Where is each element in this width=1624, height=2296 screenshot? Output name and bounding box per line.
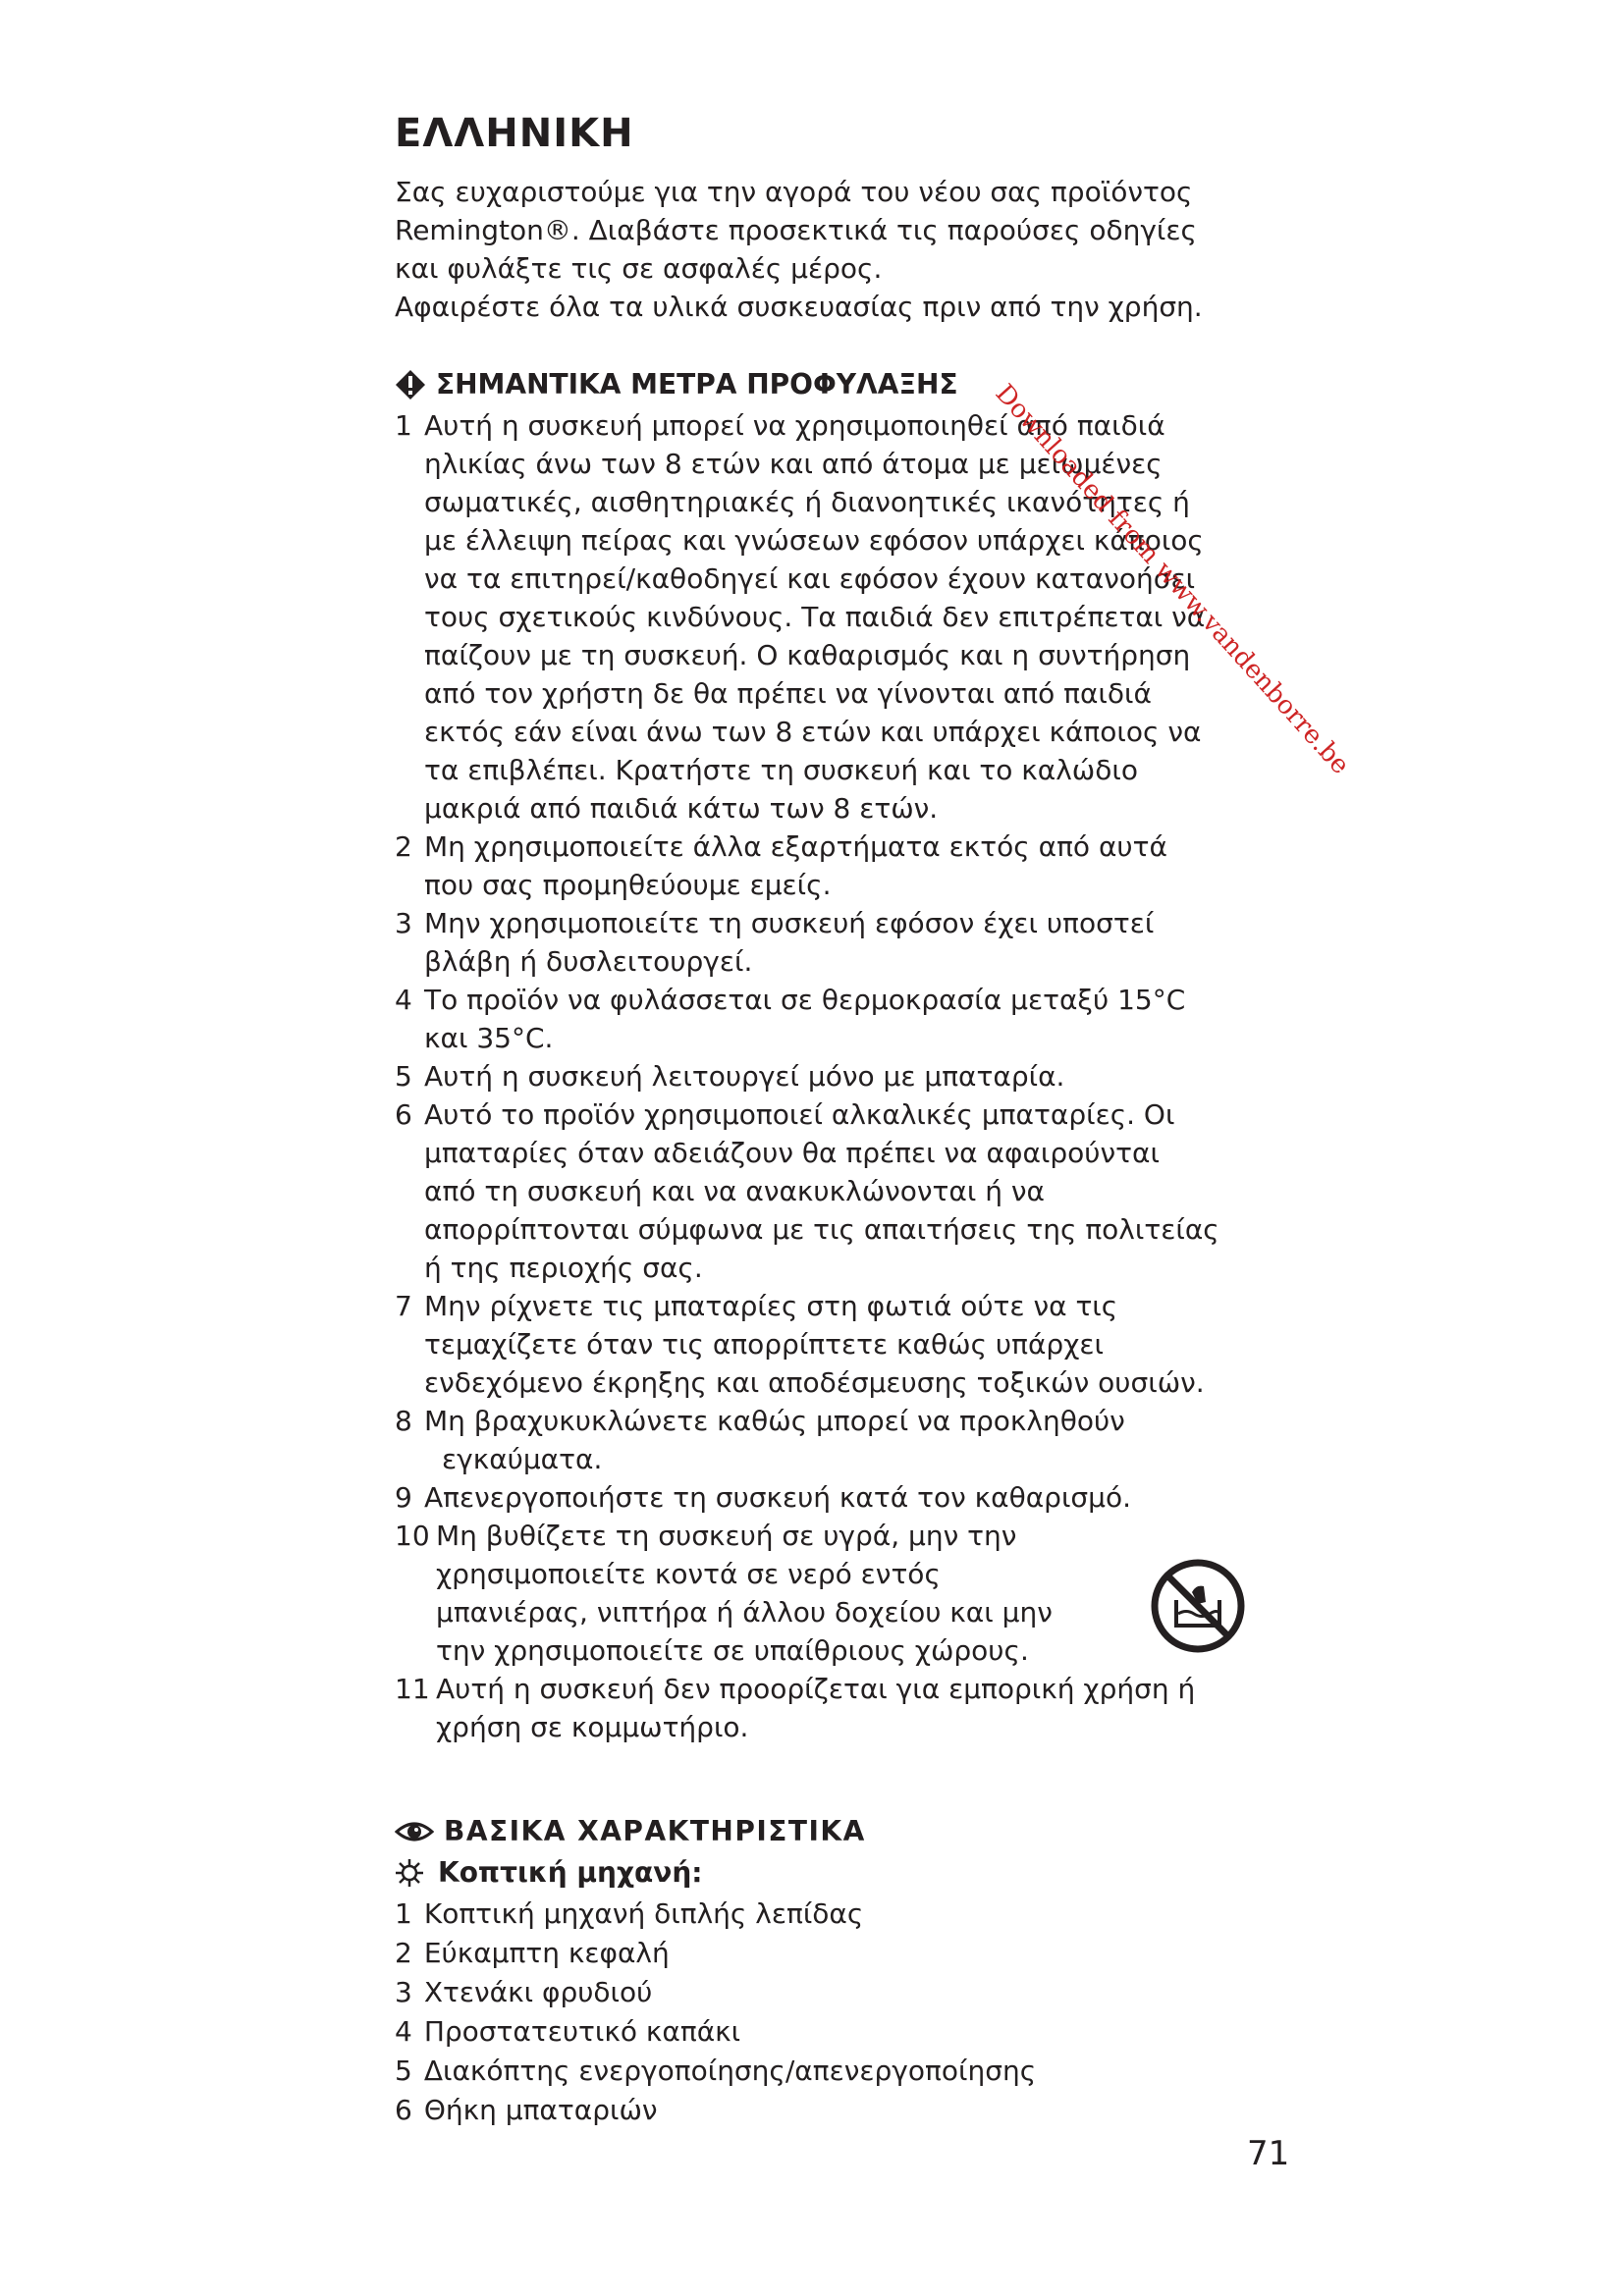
clipper-subheading-label: Κοπτική μηχανή: [438,1856,703,1889]
safety-heading-label: ΣΗΜΑΝΤΙΚΑ ΜΕΤΡΑ ΠΡΟΦΥΛΑΞΗΣ [436,368,958,400]
warning-diamond-icon [395,369,426,400]
list-item: 10 Μη βυθίζετε τη συσκευή σε υγρά, μην την χρησιμοποιείτε κοντά σε νερό εντός μπανιέρας, νιπτήρα ή άλλου δοχείου και μην την χρησιμοποιείτε σε υπαίθριους χώρους. [395,1520,1053,1667]
list-item: 8 Μη βραχυκυκλώνετε καθώς μπορεί να προκληθούν εγκαύματα. [395,1405,1125,1475]
eye-icon [395,1816,434,1847]
intro-paragraph: Σας ευχαριστούμε για την αγορά του νέου σας προϊόντος Remington®. Διαβάστε προσεκτικά τις παρούσες οδηγίες και φυλάξτε τις σε ασφαλές μέρος. [395,176,1197,285]
safety-heading [395,365,958,404]
list-item: 4 Προστατευτικό καπάκι [395,2015,741,2048]
sun-burst-icon [395,1858,424,1888]
list-item: 2 Εύκαμπτη κεφαλή [395,1937,670,1969]
features-heading-label: ΒΑΣΙΚΑ ΧΑΡΑΚΤΗΡΙΣΤΙΚΑ [444,1815,866,1847]
watermark-link[interactable]: Downloaded from www.vandenborre.be [989,379,1355,780]
list-item: 2 Μη χρησιμοποιείτε άλλα εξαρτήματα εκτός από αυτά που σας προμηθεύουμε εμείς. [395,830,1167,901]
list-item: 9 Απενεργοποιήστε τη συσκευή κατά τον καθαρισμό. [395,1481,1132,1514]
list-item: 7 Μην ρίχνετε τις μπαταρίες στη φωτιά ούτε να τις τεμαχίζετε όταν τις απορρίπτετε καθώς υπάρχει ενδεχόμενο έκρηξης και αποδέσμευσης τοξικών ουσιών. [395,1290,1205,1399]
intro-text [395,173,1219,326]
page-number: 71 [1247,2134,1290,2173]
list-item: 6 Αυτό το προϊόν χρησιμοποιεί αλκαλικές μπαταρίες. Οι μπαταρίες όταν αδειάζουν θα πρέπει να αφαιρούνται από τη συσκευή και να ανακυκλώνονται ή να απορρίπτονται σύμφωνα με τις απαιτήσεις της πολιτείας ή της περιοχής σας. [395,1098,1219,1284]
features-list [395,1895,1036,2130]
list-item: 3 Χτενάκι φρυδιού [395,1976,653,2008]
intro-packaging-note: Αφαιρέστε όλα τα υλικά συσκευασίας πριν από την χρήση. [395,291,1203,323]
list-item: 5 Αυτή η συσκευή λειτουργεί μόνο με μπαταρία. [395,1060,1065,1093]
list-item: 3 Μην χρησιμοποιείτε τη συσκευή εφόσον έχει υποστεί βλάβη ή δυσλειτουργεί. [395,907,1155,978]
features-heading [395,1812,866,1851]
list-item: 1 Κοπτική μηχανή διπλής λεπίδας [395,1897,864,1930]
list-item: 4 Το προϊόν να φυλάσσεται σε θερμοκρασία μεταξύ 15°C και 35°C. [395,984,1186,1054]
list-item: 11 Αυτή η συσκευή δεν προορίζεται για εμπορική χρήση ή χρήση σε κομμωτήριο. [395,1673,1196,1743]
clipper-subheading [395,1853,702,1893]
list-item: 5 Διακόπτης ενεργοποίησης/απενεργοποίησης [395,2055,1037,2087]
no-water-immersion-icon [1149,1557,1247,1655]
page-title: ΕΛΛΗΝΙΚΗ [395,111,634,156]
list-item: 1 Αυτή η συσκευή μπορεί να χρησιμοποιηθεί από παιδιά ηλικίας άνω των 8 ετών και από άτομα με μειωμένες σωματικές, αισθητηριακές ή διανοητικές ικανότητες ή με έλλειψη πείρας και γνώσεων εφόσον υπάρχει κάποιος να τα επιτηρεί/καθοδηγεί και εφόσον έχουν κατανοήσει τους σχετικούς κινδύνους. Τα παιδιά δεν επιτρέπεται να παίζουν με τη συσκευή. Ο καθαρισμός και η συντήρηση από τον χρήστη δε θα πρέπει να γίνονται από παιδιά εκτός εάν είναι άνω των 8 ετών και υπάρχει κάποιος να τα επιβλέπει. Κρατήστε τη συσκευή και το καλώδιο μακριά από παιδιά κάτω των 8 ετών. [395,409,1206,825]
list-item: 6 Θήκη μπαταριών [395,2094,658,2126]
safety-list [395,406,1219,1746]
